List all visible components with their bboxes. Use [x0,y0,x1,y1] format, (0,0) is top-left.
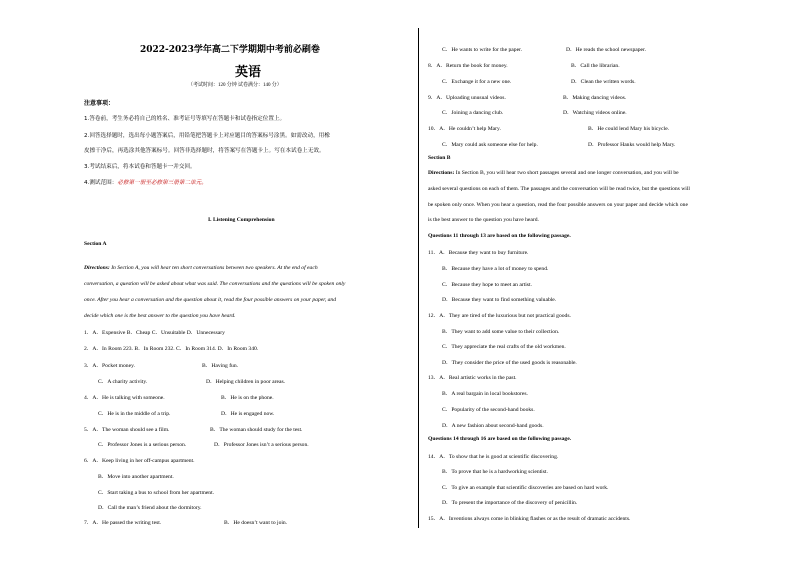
question-9-option: B．Making dancing videos. [563,95,627,101]
notice-item: 2.回答选择题时，选出每小题答案后，用铅笔把答题卡上对应题目的答案标号涂黑。如需改动，用橡 [84,133,330,139]
question-5-option: C．Professor Jones is a serious person. [98,442,187,448]
question-12-option: B．They want to add some value to their collection. [442,329,560,335]
test-scope-label: 4.测试范围： [84,180,118,186]
group-heading: Questions 11 through 13 are based on the following passage. [428,233,571,239]
question-15-option: 15．A．Inventions always come in blinking flashes or as the result of dramatic accidents. [428,516,631,522]
directions-text: once. After you hear a conversation and the question about it, read the four possible answers on your paper, and [84,297,337,303]
question-14-option: D．To present the importance of the discovery of penicillin. [442,500,578,506]
question-11-option: 11．A．Because they want to buy furniture. [428,250,529,256]
notice-item: 1.答卷前，考生务必将自己的姓名、准考证号等填写在答题卡和试卷指定位置上。 [84,116,286,122]
question-8-option: C．Exchange it for a new one. [442,79,512,85]
question-5-option: B．The woman should study for the test. [210,427,303,433]
question-8-option: 8．A．Return the book for money. [428,63,508,69]
directions-text: In Section A, you will hear ten short conversations between two speakers. At the end of each [109,265,318,271]
question-10-option: D．Professor Hanks would help Mary. [588,142,676,148]
question-7-option: D．He reads the school newspaper. [566,47,646,53]
test-scope [84,178,207,186]
notice-heading: 注意事项： [84,100,115,107]
exam-title: 2022-2023学年高二下学期期中考前必刷卷 [140,45,320,55]
question-3-option: D．Helping children in poor areas. [206,379,286,385]
directions-text: decide which one is the best answer to the question you have heard. [84,313,236,319]
question-13-option: 13．A．Real artistic works in the past. [428,375,517,381]
question-11-option: D．Because they want to find something valuable. [442,297,557,303]
test-scope-value: 必修第一册至必修第三册第二单元。 [117,180,207,186]
section-a-directions [84,265,410,271]
question-12-option: D．They consider the price of the used goods is reasonable. [442,360,577,366]
directions-text: be spoken only once. When you hear a question, read the four possible answers on your paper and decide which one [428,202,688,208]
question-4-option: B．He is on the phone. [221,395,274,401]
question-9-option: D．Watching videos online. [563,110,627,116]
subject-title: 英语 [235,65,262,80]
directions-text: conversation, a question will be asked about what was said. The conversations and the questions will be spoken only [84,281,346,287]
section-a-label: Section A [84,241,107,247]
question-7-option: B．He doesn’t want to join. [224,520,288,526]
question-9-option: 9．A．Uploading unusual videos. [428,95,506,101]
question-3-option: B．Having fun. [202,363,239,369]
question-6-option: C．Start taking a bus to school from her apartment. [98,490,215,496]
question-12-option: C．They appreciate the real crafts of the old workmen. [442,344,566,350]
question-13-option: C．Popularity of the second-hand books. [442,407,535,413]
question-5-option: 5．A．The woman should see a film. [84,427,170,433]
question-6-option: 6．A．Keep living in her off-campus apartment. [84,458,195,464]
question-10-option: C．Mary could ask someone else for help. [442,142,538,148]
question-4-option: 4．A．He is talking with someone. [84,395,165,401]
question-11-option: B．Because they have a lot of money to spend. [442,266,549,272]
question-6-option: B．Move into another apartment. [98,474,174,480]
directions-label: Directions: [428,170,455,176]
directions-text: In Section B, you will hear two short passages several and one longer conversation, and you will be [454,170,679,176]
question-6-option: D．Call the man’s friend about the dormitory. [98,505,202,511]
directions-label: Directions: [84,265,110,271]
column-divider [418,28,419,528]
question-8-option: D．Clean the written words. [571,79,636,85]
question-7-option: 7．A．He passed the writing test. [84,520,162,526]
question-14-option: 14．A．To show that he is good at scientific discovering. [428,454,559,460]
directions-text: asked several questions on each of them. The passages and the conversation will be read twice, but the questions will [428,186,690,192]
part-title: I. Listening Comprehension [208,217,275,223]
question-13-option: B．A real bargain in local bookstores. [442,391,528,397]
question-5-option: D．Professor Jones isn’t a serious person. [214,442,309,448]
notice-item: 3.考试结束后，将本试卷和答题卡一并交回。 [84,164,196,170]
question-14-option: C．To give an example that scientific discoveries are based on hard work. [442,485,609,491]
question-2: 2．A．In Room 223. B．In Room 232. C．In Room 314. D．In Room 340. [84,346,259,352]
section-b-label: Section B [428,155,451,161]
section-b-directions [428,170,679,176]
group-heading: Questions 14 through 16 are based on the following passage. [428,436,572,442]
question-9-option: C．Joining a dancing club. [442,110,504,116]
question-4-option: D．He is engaged now. [221,411,275,417]
directions-text: is the best answer to the question you have heard. [428,217,539,223]
question-10-option: B．He could lend Mary his bicycle. [588,126,670,132]
question-3-option: 3．A．Pocket money. [84,363,135,369]
question-13-option: D．A new fashion about second-hand goods. [442,423,544,429]
question-4-option: C．He is in the middle of a trip. [98,411,171,417]
question-8-option: B．Call the librarian. [571,63,620,69]
question-11-option: C．Because they hope to meet an artist. [442,282,532,288]
exam-info: （考试时间：120 分钟 试卷满分：140 分） [188,83,282,88]
question-1: 1．A．Expensive B．Cheap C．Unsuitable D．Unnecessary [84,330,225,336]
notice-item: 皮擦干净后，再选涂其他答案标号。回答非选择题时，将答案写在答题卡上。写在本试卷上无效。 [84,148,325,154]
question-12-option: 12．A．They are tired of the luxurious but not practical goods. [428,313,571,319]
question-14-option: B．To prove that he is a hardworking scientist. [442,469,548,475]
question-7-option: C．He wants to write for the paper. [442,47,523,53]
question-10-option: 10．A．He couldn’t help Mary. [428,126,501,132]
question-3-option: C．A charity activity. [98,379,148,385]
